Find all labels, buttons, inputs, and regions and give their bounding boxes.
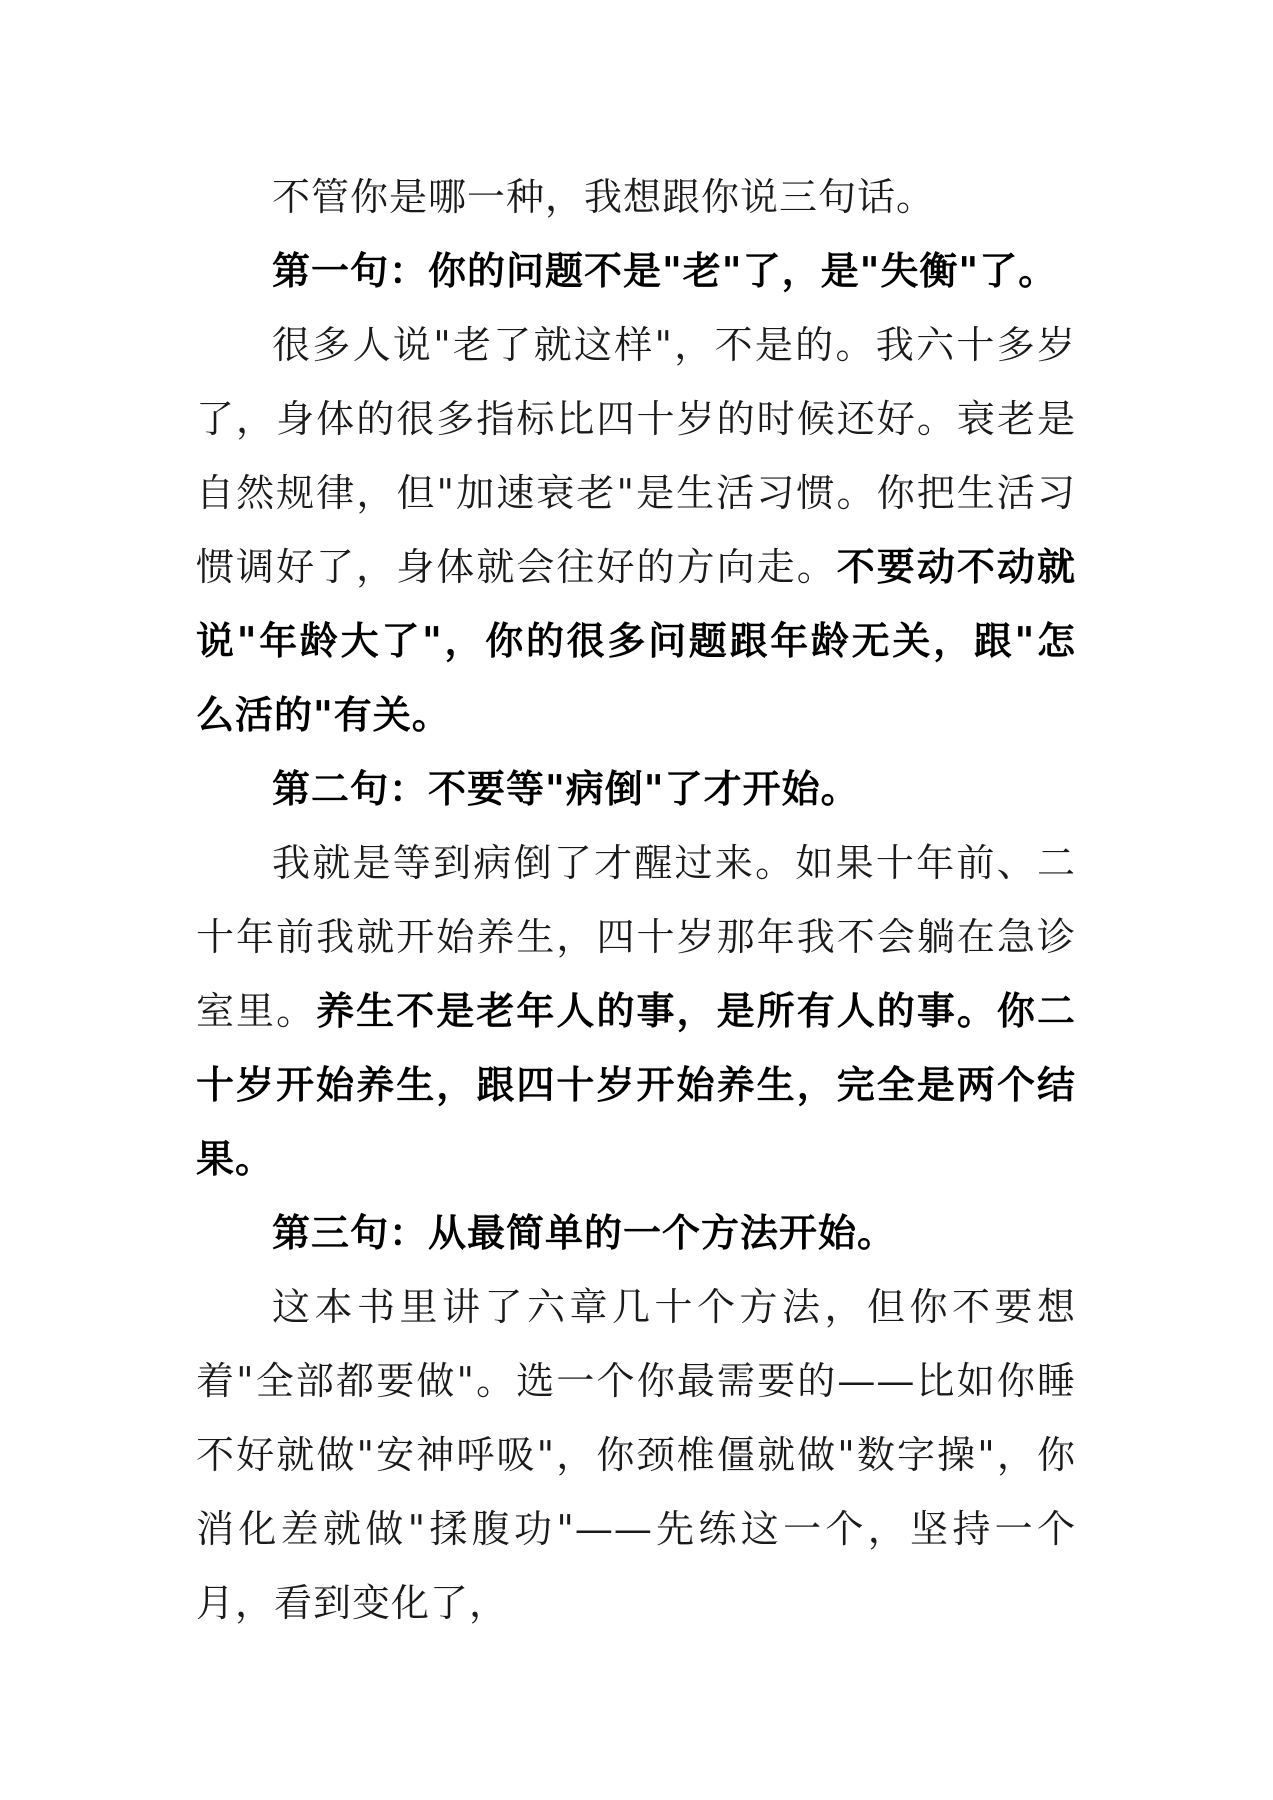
intro-paragraph: 不管你是哪一种，我想跟你说三句话。 bbox=[272, 175, 936, 219]
first-point-emphasis: 不要动不动就说"年龄大了"，你的很多问题跟年龄无关，跟"怎么活的"有关。 bbox=[196, 545, 1076, 737]
third-point-heading: 第三句：从最简单的一个方法开始。 bbox=[272, 1211, 897, 1255]
second-point-text: 我就是等到病倒了才醒过来。如果十年前、二十年前我就开始养生，四十岁那年我不会躺在急诊室里。 bbox=[196, 841, 1076, 1033]
document-body bbox=[196, 160, 1076, 1640]
second-point-heading: 第二句：不要等"病倒"了才开始。 bbox=[272, 767, 860, 811]
first-point-heading: 第一句：你的问题不是"老"了，是"失衡"了。 bbox=[272, 249, 1058, 293]
second-point-emphasis: 养生不是老年人的事，是所有人的事。你二十岁开始养生，跟四十岁开始养生，完全是两个结果。 bbox=[196, 989, 1076, 1181]
first-point-paragraph bbox=[196, 308, 1076, 752]
second-point-paragraph bbox=[196, 826, 1076, 1196]
third-point-paragraph: 这本书里讲了六章几十个方法，但你不要想着"全部都要做"。选一个你最需要的——比如你睡不好就做"安神呼吸"，你颈椎僵就做"数字操"，你消化差就做"揉腹功"——先练这一个，坚持一个月，看到变化了， bbox=[196, 1285, 1076, 1625]
first-point-text: 很多人说"老了就这样"，不是的。我六十多岁了，身体的很多指标比四十岁的时候还好。衰老是自然规律，但"加速衰老"是生活习惯。你把生活习惯调好了，身体就会往好的方向走。 bbox=[196, 323, 1076, 589]
